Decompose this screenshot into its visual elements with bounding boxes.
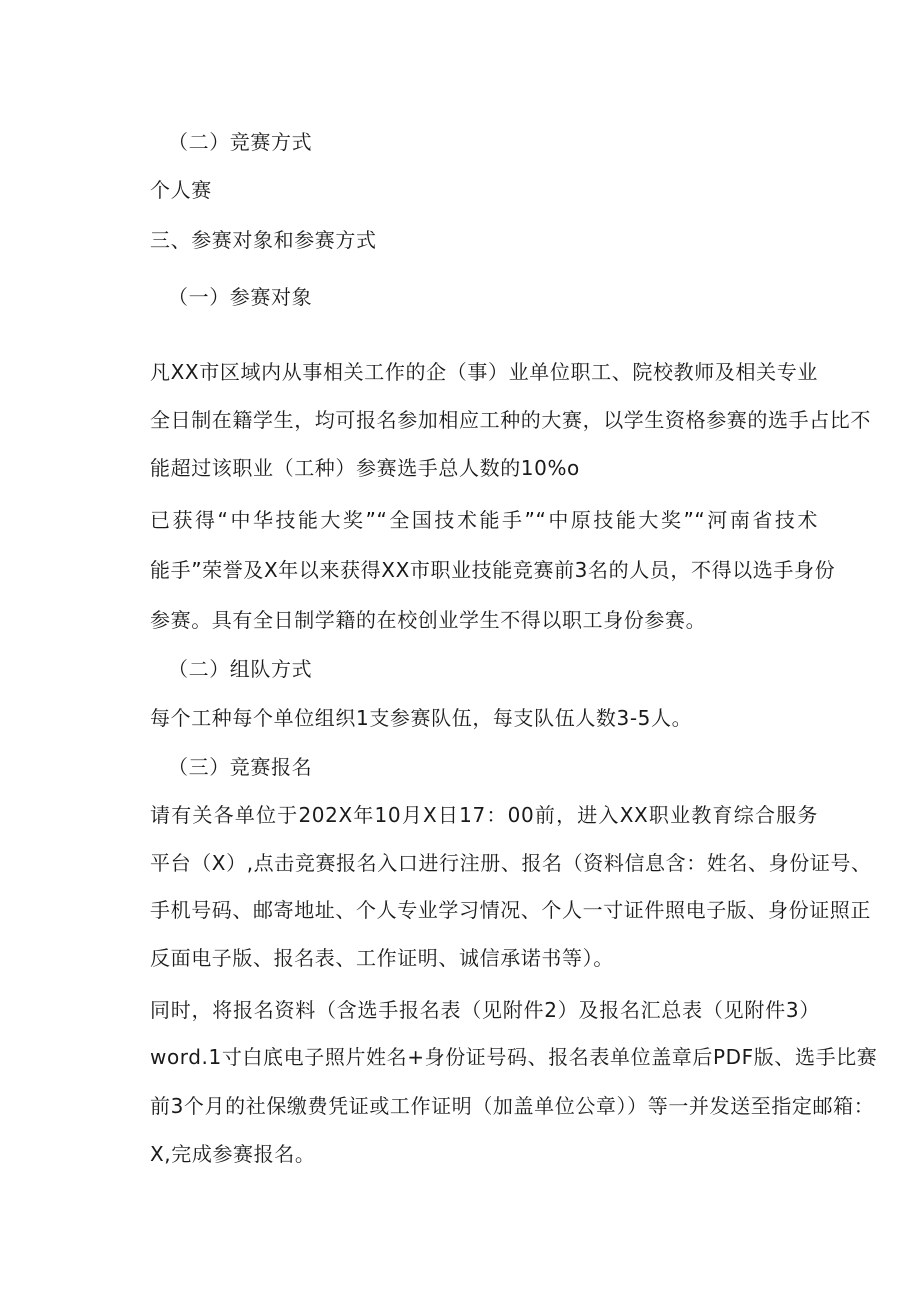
paragraph-line: 参赛。具有全日制学籍的在校创业学生不得以职工身份参赛。 bbox=[150, 608, 707, 632]
paragraph-line: 前3个月的社保缴费凭证或工作证明（加盖单位公章））等一并发送至指定邮箱： bbox=[150, 1094, 875, 1118]
section-heading-team-format: （二）组队方式 bbox=[168, 657, 313, 681]
paragraph-line: 请有关各单位于202X年10月X日17：00前，进入XX职业教育综合服务 bbox=[150, 803, 818, 827]
paragraph-line: 已获得“中华技能大奖”“全国技术能手”“中原技能大奖”“河南省技术 bbox=[150, 508, 818, 532]
paragraph-line: 能手”荣誉及X年以来获得XX市职业技能竞赛前3名的人员，不得以选手身份 bbox=[150, 558, 836, 582]
paragraph-line: 手机号码、邮寄地址、个人专业学习情况、个人一寸证件照电子版、身份证照正 bbox=[150, 898, 871, 922]
paragraph-line: 同时，将报名资料（含选手报名表（见附件2）及报名汇总表（见附件3） bbox=[150, 998, 820, 1022]
paragraph-line: word.1寸白底电子照片姓名+身份证号码、报名表单位盖章后PDF版、选手比赛 bbox=[150, 1045, 878, 1069]
paragraph-line: 每个工种每个单位组织1支参赛队伍，每支队伍人数3-5人。 bbox=[150, 706, 693, 730]
section-heading-competition-format: （二）竞赛方式 bbox=[168, 130, 313, 154]
paragraph-line: 反面电子版、报名表、工作证明、诚信承诺书等）。 bbox=[150, 946, 614, 970]
section-heading-registration: （三）竞赛报名 bbox=[168, 755, 313, 779]
section-heading-participants: （一）参赛对象 bbox=[168, 285, 313, 309]
paragraph-line: 凡XX市区域内从事相关工作的企（事）业单位职工、院校教师及相关专业 bbox=[150, 360, 818, 384]
chapter-heading-participants: 三、参赛对象和参赛方式 bbox=[150, 228, 377, 252]
paragraph-line: X,完成参赛报名。 bbox=[150, 1142, 316, 1166]
paragraph-line: 能超过该职业（工种）参赛选手总人数的10%o bbox=[150, 456, 580, 480]
paragraph-line: 平台（X）,点击竞赛报名入口进行注册、报名（资料信息含：姓名、身份证号、 bbox=[150, 851, 872, 875]
paragraph-line: 全日制在籍学生，均可报名参加相应工种的大赛，以学生资格参赛的选手占比不 bbox=[150, 408, 871, 432]
paragraph-individual: 个人赛 bbox=[150, 178, 212, 202]
